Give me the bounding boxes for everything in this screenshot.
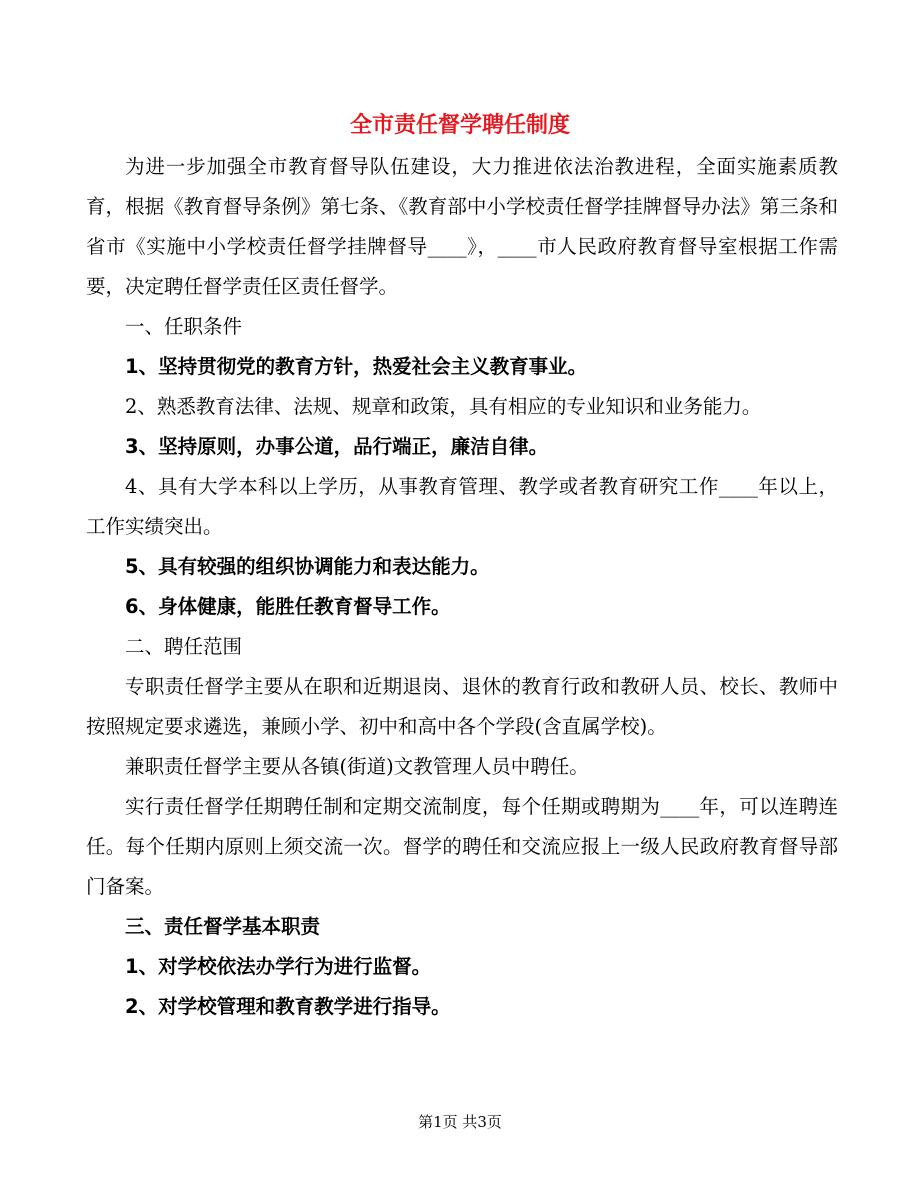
paragraph-item: 1、对学校依法办学行为进行监督。 — [125, 955, 432, 978]
paragraph-fulltime: 专职责任督学主要从在职和近期退岗、退休的教育行政和教研人员、校长、教师中按照规定要求遴选，兼顾小学、初中和高中各个学段(含直属学校)。 — [86, 675, 838, 738]
paragraph-item: 2、熟悉教育法律、法规、规章和政策，具有相应的专业知识和业务能力。 — [125, 395, 762, 418]
paragraph-parttime: 兼职责任督学主要从各镇(街道)文教管理人员中聘任。 — [125, 755, 589, 778]
document-body — [86, 147, 838, 1027]
paragraph-item: 4、具有大学本科以上学历，从事教育管理、教学或者教育研究工作____年以上，工作实绩突出。 — [86, 475, 838, 538]
paragraph-intro: 为进一步加强全市教育督导队伍建设，大力推进依法治教进程，全面实施素质教育，根据《教育督导条例》第七条、《教育部中小学校责任督学挂牌督导办法》第三条和省市《实施中小学校责任督学挂牌督导____》，____市人民政府教育督导室根据工作需要，决定聘任督学责任区责任督学。 — [86, 155, 838, 298]
section-heading-scope: 二、聘任范围 — [125, 635, 243, 658]
paragraph-item: 1、坚持贯彻党的教育方针，热爱社会主义教育事业。 — [125, 355, 588, 378]
paragraph-item: 3、坚持原则，办事公道，品行端正，廉洁自律。 — [125, 435, 549, 458]
paragraph-item: 6、身体健康，能胜任教育督导工作。 — [125, 595, 451, 618]
page-footer: 第1页 共3页 — [418, 1113, 502, 1131]
paragraph-item: 2、对学校管理和教育教学进行指导。 — [125, 995, 451, 1018]
section-heading-qualifications: 一、任职条件 — [125, 315, 243, 338]
section-heading-duties: 三、责任督学基本职责 — [125, 915, 321, 938]
paragraph-term: 实行责任督学任期聘任制和定期交流制度，每个任期或聘期为____年，可以连聘连任。每个任期内原则上须交流一次。督学的聘任和交流应报上一级人民政府教育督导部门备案。 — [86, 795, 838, 898]
paragraph-item: 5、具有较强的组织协调能力和表达能力。 — [125, 555, 490, 578]
document-title: 全市责任督学聘任制度 — [349, 112, 570, 138]
